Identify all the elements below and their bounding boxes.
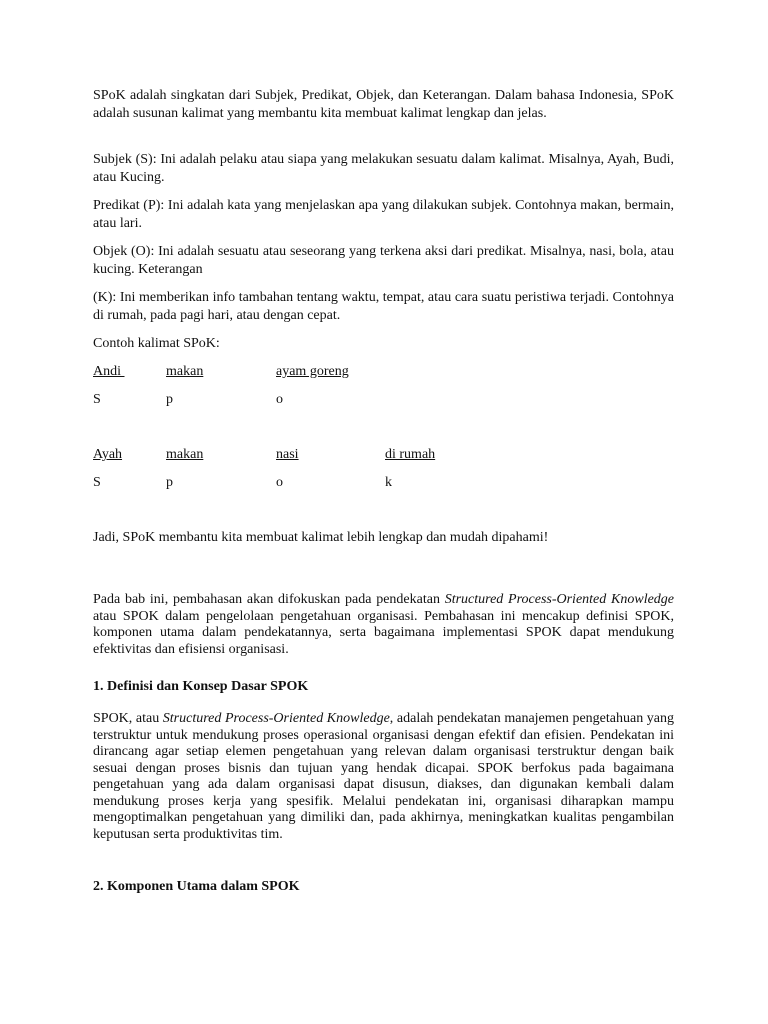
example2-tag-keterangan: k [385,475,392,490]
intro-paragraph-keterangan: (K): Ini memberikan info tambahan tentang waktu, tempat, atau cara suatu peristiwa terjadi. Contohnya di rumah, pada pagi hari, atau dengan cepat. [93,290,674,323]
conclusion-paragraph: Jadi, SPoK membantu kita membuat kalimat lebih lengkap dan mudah dipahami! [93,530,549,545]
example1-tags-row [93,391,674,409]
example2-word-subject: Ayah [93,447,123,462]
definition-paragraph [93,711,674,843]
example2-tag-predicate: p [166,475,173,490]
example1-words-row [93,363,674,381]
example2-word-keterangan: di rumah [385,447,436,462]
example-caption: Contoh kalimat SPoK: [93,336,220,351]
section-intro-text-start: Pada bab ini, pembahasan akan difokuskan pada pendekatan [93,592,445,607]
example2-word-predicate: makan [166,447,204,462]
section-intro-text-end: atau SPOK dalam pengelolaan pengetahuan organisasi. Pembahasan ini mencakup definisi SPOK, komponen utama dalam pendekatannya, serta bagaimana implementasi SPOK dapat mendukung efektivitas dan efisiensi organisasi. [93,608,674,657]
example2-tag-object: o [276,475,283,490]
example1-word-subject: Andi [93,364,125,379]
example1-word-object: ayam goreng [276,364,349,379]
intro-paragraph-definition: SPoK adalah singkatan dari Subjek, Predikat, Objek, dan Keterangan. Dalam bahasa Indonesia, SPoK adalah susunan kalimat yang membantu kita membuat kalimat lengkap dan jelas. [93,88,674,121]
example2-tags-row [93,474,674,492]
intro-paragraph-objek: Objek (O): Ini adalah sesuatu atau seseorang yang terkena aksi dari predikat. Misalnya, nasi, bola, atau kucing. Keterangan [93,244,674,277]
example1-tag-object: o [276,392,283,407]
example1-tag-predicate: p [166,392,173,407]
definition-text-start: SPOK, atau [93,711,163,726]
heading-komponen: 2. Komponen Utama dalam SPOK [93,879,300,894]
example1-tag-subject: S [93,392,101,407]
section-intro-term: Structured Process-Oriented Knowledge [444,592,675,607]
example2-word-object: nasi [276,447,299,462]
example1-word-predicate: makan [166,364,204,379]
definition-term: Structured Process-Oriented Knowledge [162,711,390,726]
example2-tag-subject: S [93,475,101,490]
example2-words-row [93,446,674,464]
heading-definisi: 1. Definisi dan Konsep Dasar SPOK [93,679,309,694]
definition-text-end: , adalah pendekatan manajemen pengetahuan yang terstruktur untuk mendukung proses operasional organisasi dengan efektif dan efisien. Pendekatan ini dirancang agar setiap elemen pengetahuan yang relevan dalam organisasi terstruktur dengan baik sesuai dengan proses bisnis dan tujuan yang hendak dicapai. SPOK berfokus pada bagaimana pengetahuan yang ada dalam organisasi dapat disusun, diakses, dan digunakan kembali dalam mendukung proses kerja yang spesifik. Melalui pendekatan ini, organisasi diharapkan mampu mengoptimalkan pengetahuan yang dimiliki dan, pada akhirnya, meningkatkan kualitas pengambilan keputusan serta produktivitas tim. [93,711,674,842]
intro-paragraph-subjek: Subjek (S): Ini adalah pelaku atau siapa yang melakukan sesuatu dalam kalimat. Misalnya, Ayah, Budi, atau Kucing. [93,152,674,185]
section-intro-paragraph [93,592,674,658]
intro-paragraph-predikat: Predikat (P): Ini adalah kata yang menjelaskan apa yang dilakukan subjek. Contohnya makan, bermain, atau lari. [93,198,674,231]
